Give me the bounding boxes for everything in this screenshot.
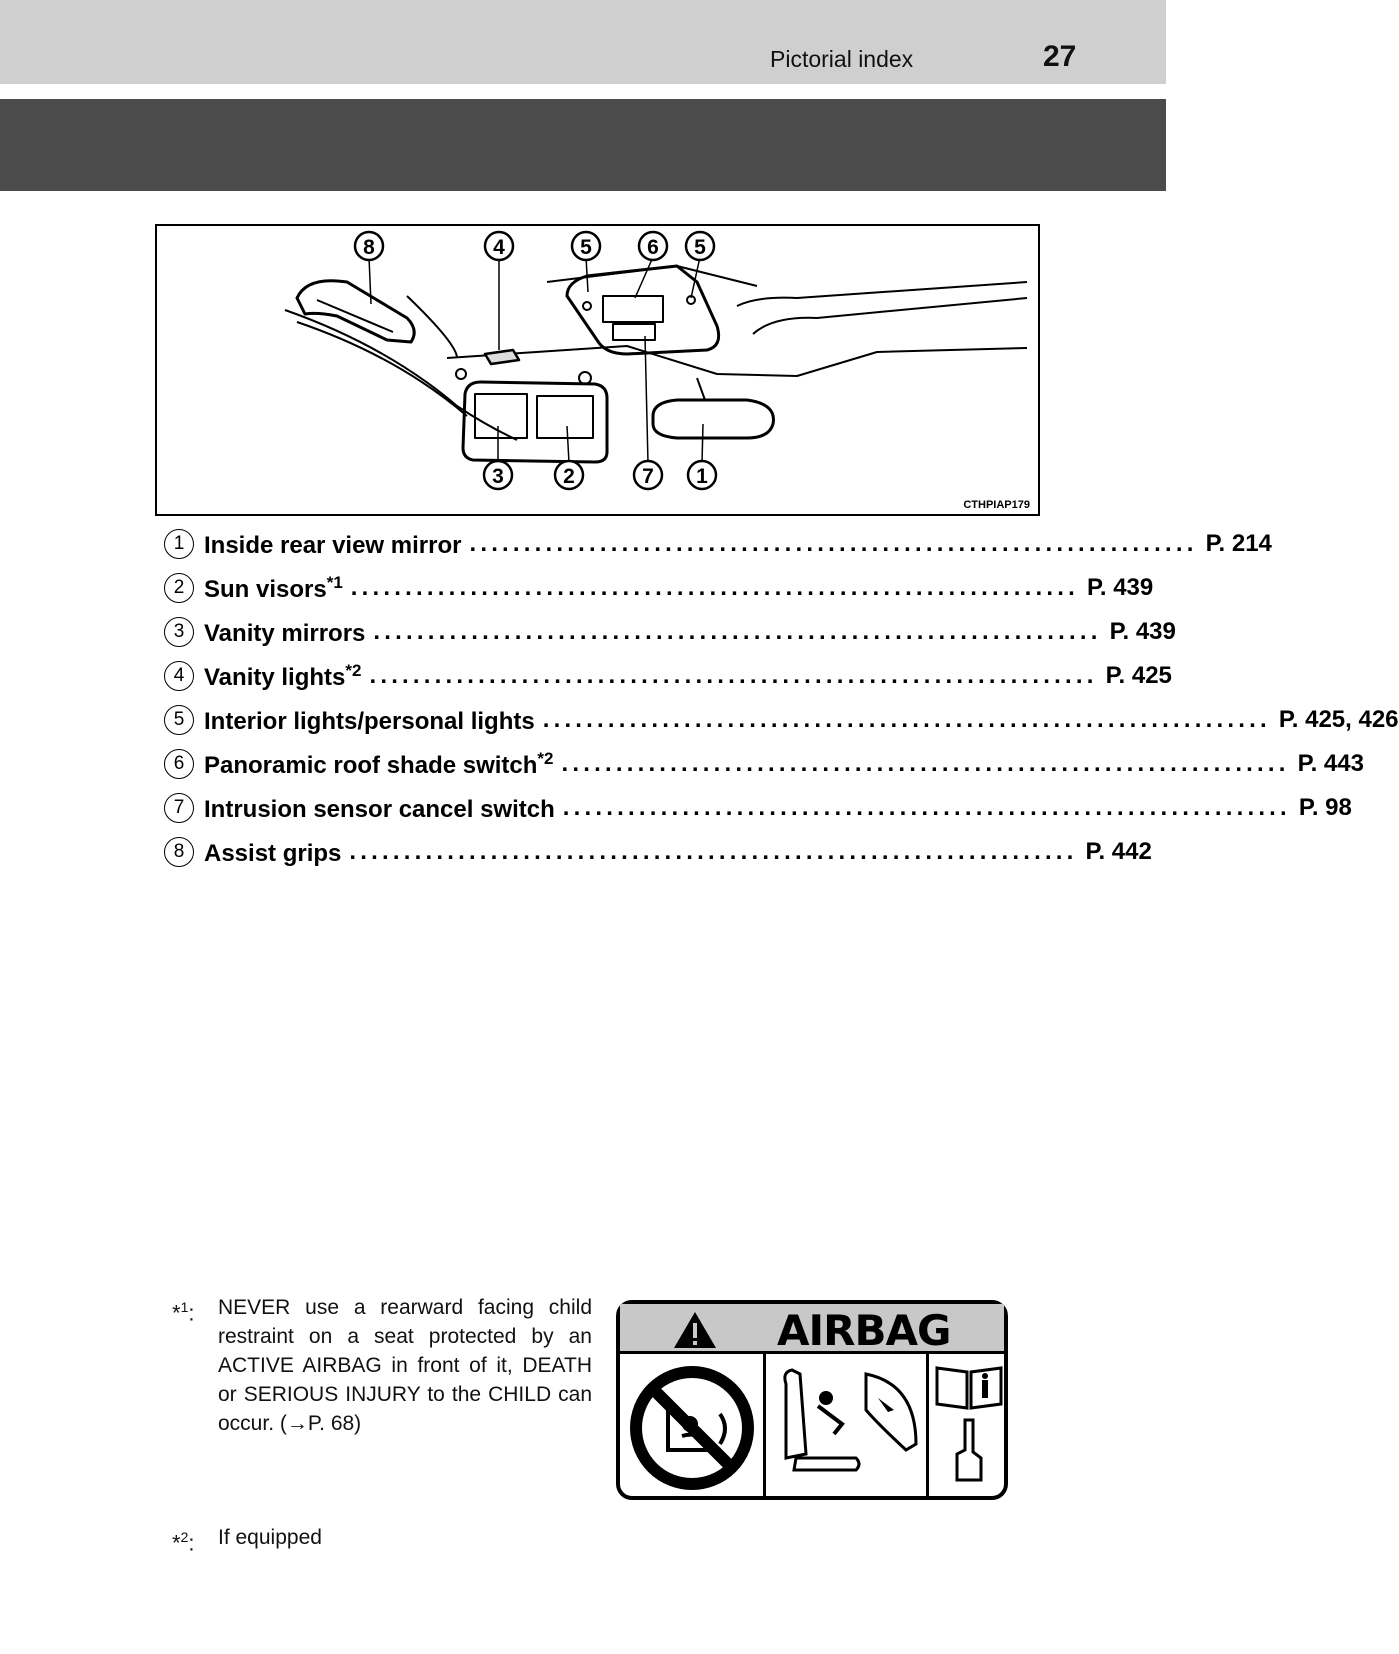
item-number: 7 — [164, 793, 194, 823]
list-item[interactable] — [164, 698, 1399, 742]
pictorial-index-list — [164, 522, 1399, 874]
airbag-warning-label — [616, 1300, 1008, 1500]
item-number: 4 — [164, 661, 194, 691]
dot-leader: ................................................................... — [561, 750, 1290, 777]
callout-label: 2 — [563, 465, 575, 488]
item-page-ref[interactable]: P. 214 — [1205, 530, 1272, 557]
item-label: Vanity lights$^{*2}$ — [204, 660, 362, 691]
footnote-2 — [172, 1523, 592, 1555]
dot-leader: ................................................................... — [542, 706, 1271, 733]
dot-leader: ................................................................... — [369, 662, 1098, 689]
airbag-label-header — [620, 1304, 1004, 1354]
warning-triangle-icon — [672, 1310, 718, 1350]
figure-callouts-bottom — [484, 461, 716, 489]
item-page-ref[interactable]: P. 443 — [1297, 750, 1364, 777]
item-page-ref[interactable]: P. 442 — [1085, 838, 1152, 865]
airbag-title: AIRBAG — [777, 1306, 951, 1355]
section-title: Pictorial index — [770, 46, 914, 72]
airbag-deploy-icon — [766, 1354, 926, 1500]
footnote-marker: *$^1$: — [172, 1299, 195, 1326]
item-number: 6 — [164, 749, 194, 779]
callout-label: 4 — [493, 236, 505, 259]
page-number: 27 — [1043, 40, 1077, 73]
list-item[interactable] — [164, 654, 1172, 698]
item-number: 2 — [164, 573, 194, 603]
figure-callouts-top — [355, 232, 714, 260]
read-manual-panel — [926, 1354, 1008, 1500]
read-manual-icon — [929, 1354, 1009, 1500]
footnote-marker: *$^2$: — [172, 1529, 195, 1556]
no-rear-facing-child-seat-icon — [620, 1354, 763, 1500]
list-item[interactable] — [164, 566, 1154, 610]
item-label: Interior lights/personal lights — [204, 707, 535, 735]
dot-leader: ................................................................... — [349, 838, 1078, 865]
item-page-ref[interactable]: P. 439 — [1109, 618, 1176, 645]
callout-label: 7 — [642, 465, 654, 488]
dot-leader: ................................................................... — [562, 794, 1291, 821]
callout-label: 5 — [694, 236, 706, 259]
item-label: Panoramic roof shade switch$^{*2}$ — [204, 748, 554, 779]
list-item[interactable] — [164, 742, 1364, 786]
dot-leader: ................................................................... — [469, 530, 1198, 557]
list-item[interactable] — [164, 786, 1352, 830]
item-page-ref[interactable]: P. 425, 426 — [1278, 706, 1399, 733]
item-label: Inside rear view mirror — [204, 531, 462, 559]
figure-code: CTHPIAP179 — [963, 499, 1030, 511]
item-number: 5 — [164, 705, 194, 735]
item-label: Intrusion sensor cancel switch — [204, 795, 555, 823]
callout-label: 3 — [492, 465, 504, 488]
dot-leader: ................................................................... — [373, 618, 1102, 645]
header-band — [0, 0, 1166, 84]
item-number: 8 — [164, 837, 194, 867]
footnote-text: NEVER use a rearward facing child restraint on a seat protected by an ACTIVE AIRBAG in front of it, DEATH or SERIOUS INJURY to the CHILD can occur. (→P. 68) — [218, 1296, 592, 1435]
callout-label: 1 — [696, 465, 708, 488]
footnote-text: If equipped — [218, 1526, 322, 1549]
list-item[interactable] — [164, 522, 1272, 566]
callout-label: 6 — [647, 236, 659, 259]
callout-label: 5 — [580, 236, 592, 259]
list-item[interactable] — [164, 610, 1176, 654]
footnote-1 — [172, 1293, 592, 1443]
item-page-ref[interactable]: P. 439 — [1086, 574, 1154, 601]
item-label: Sun visors$^{*1}$ — [204, 572, 343, 603]
item-label: Vanity mirrors — [204, 619, 366, 647]
item-page-ref[interactable]: P. 98 — [1298, 794, 1352, 821]
no-child-seat-panel — [620, 1354, 763, 1500]
airbag-deploy-panel — [763, 1354, 926, 1500]
list-item[interactable] — [164, 830, 1152, 874]
item-label: Assist grips — [204, 839, 342, 867]
section-band — [0, 99, 1166, 191]
overhead-illustration — [157, 226, 1038, 514]
item-page-ref[interactable]: P. 425 — [1105, 662, 1172, 689]
callout-label: 8 — [363, 236, 375, 259]
overhead-console-figure — [155, 224, 1040, 516]
item-number: 1 — [164, 529, 194, 559]
item-number: 3 — [164, 617, 194, 647]
dot-leader: ................................................................... — [350, 574, 1079, 601]
